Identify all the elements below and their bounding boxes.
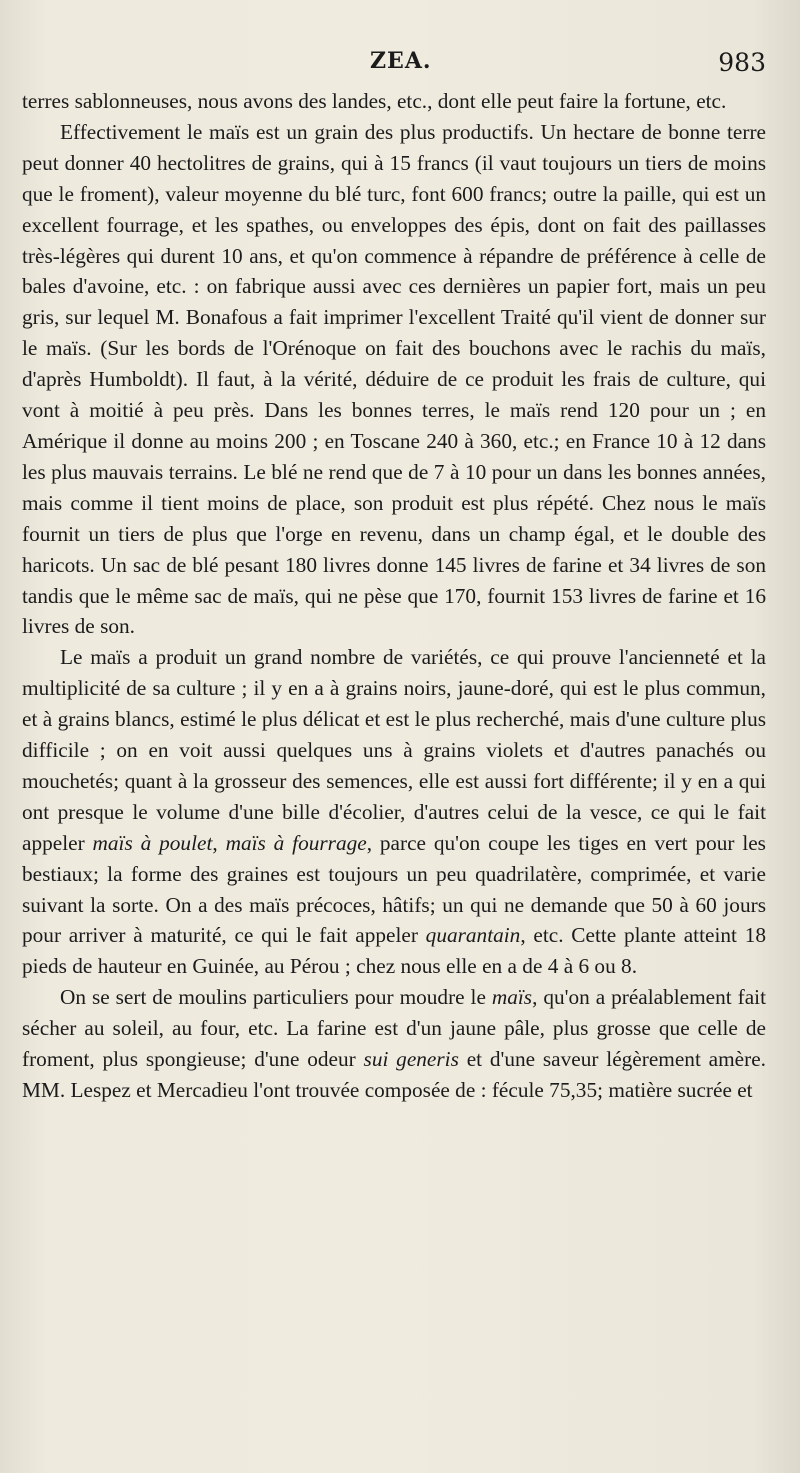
paragraph bbox=[22, 982, 766, 1106]
paragraph-text: Effectivement le maïs est un grain des plus productifs. Un hectare de bonne terre peut donner 40 hectolitres de grains, qui à 15 francs (il vaut toujours un tiers de moins que le froment), valeur moyenne du blé turc, font 600 francs; outre la paille, qui est un excellent fourrage, et les spathes, ou enveloppes des épis, dont on fait des paillasses très-légères qui durent 10 ans, et qu'on commence à répandre de préférence à celle de bales d'avoine, etc. : on fabrique aussi avec ces dernières un papier fort, mais un peu gris, sur lequel M. Bonafous a fait imprimer l'excellent Traité qu'il vient de donner sur le maïs. (Sur les bords de l'Orénoque on fait des bouchons avec le rachis du maïs, d'après Humboldt). Il faut, à la vérité, déduire de ce produit les frais de culture, qui vont à moitié à peu près. Dans les bonnes terres, le maïs rend 120 pour un ; en Amérique il donne au moins 200 ; en Toscane 240 à 360, etc.; en France 10 à 12 dans les plus mauvais terrains. Le blé ne rend que de 7 à 10 pour un dans les bonnes années, mais comme il tient moins de place, son produit est plus répété. Chez nous le maïs fournit un tiers de plus que l'orge en revenu, dans un champ égal, et le double des haricots. Un sac de blé pesant 180 livres donne 145 livres de farine et 34 livres de son tandis que le même sac de maïs, qui ne pèse que 170, fournit 153 livres de farine et 16 livres de son. bbox=[22, 119, 766, 639]
paragraph-text: On se sert de moulins particuliers pour moudre le bbox=[60, 985, 492, 1010]
page-number: 983 bbox=[718, 48, 766, 77]
italic-term: maïs à poulet bbox=[92, 830, 213, 855]
paragraph bbox=[22, 117, 766, 642]
paragraph-text: , etc. Cette plante atteint 18 pieds de hauteur en Guinée, au Pérou ; chez nous elle en a de 4 à 6 ou 8. bbox=[22, 923, 766, 979]
paragraph-text: , bbox=[212, 830, 226, 855]
italic-term: sui generis bbox=[363, 1047, 459, 1072]
paragraph-text: et d'une saveur légèrement amère. MM. Lespez et Mercadieu l'ont trouvée composée de : fécule 75,35; matière sucrée et bbox=[22, 1047, 767, 1102]
page-header bbox=[22, 44, 766, 80]
italic-term: maïs bbox=[491, 985, 533, 1010]
body-text bbox=[22, 86, 766, 1106]
paragraph-text: terres sablonneuses, nous avons des landes, etc., dont elle peut faire la fortune, etc. bbox=[22, 89, 727, 113]
italic-term: maïs à fourrage bbox=[225, 830, 367, 855]
paragraph-text: , qu'on a préalablement fait sécher au soleil, au four, etc. La farine est d'un jaune pâle, plus grosse que celle de froment, plus spongieuse; d'une odeur bbox=[22, 985, 767, 1072]
paragraph bbox=[22, 86, 766, 117]
paragraph-text: , parce qu'on coupe les tiges en vert pour les bestiaux; la forme des graines est toujours un peu quadrilatère, comprimée, et varie suivant la sorte. On a des maïs précoces, hâtifs; un qui ne demande que 50 à 60 jours pour arriver à maturité, ce qui le fait appeler bbox=[22, 830, 766, 948]
running-head: ZEA. bbox=[370, 48, 432, 74]
paragraph-text: Le maïs a produit un grand nombre de variétés, ce qui prouve l'ancienneté et la multiplicité de sa culture ; il y en a à grains noirs, jaune-doré, qui est le plus commun, et à grains blancs, estimé le plus délicat et est le plus recherché, mais d'une culture plus difficile ; on en voit aussi quelques uns à grains violets et d'autres panachés ou mouchetés; quant à la grosseur des semences, elle est aussi fort différente; il y en a qui ont presque le volume d'une bille d'écolier, d'autres celui de la vesce, ce qui le fait appeler bbox=[22, 645, 766, 855]
paragraph bbox=[22, 642, 766, 982]
italic-term: quarantain bbox=[425, 923, 521, 948]
